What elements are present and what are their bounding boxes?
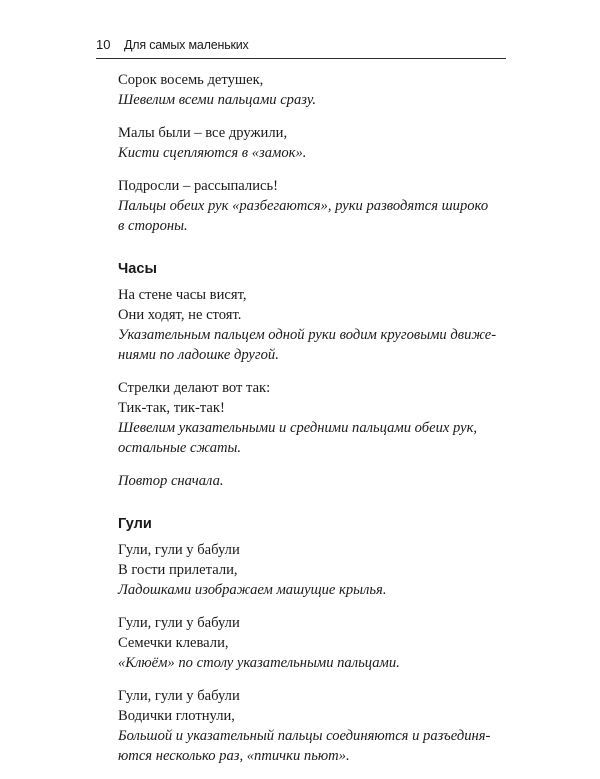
verse-line: На стене часы висят, xyxy=(118,287,247,303)
verse-line: Сорок восемь детушек, xyxy=(118,72,264,88)
verse-line: Тик-так, тик-так! xyxy=(118,400,225,416)
guli-stanza-3 xyxy=(118,686,508,766)
intro-stanza-2 xyxy=(118,123,508,163)
verse-line: Стрелки делают вот так: xyxy=(118,380,271,396)
page-body xyxy=(118,70,508,779)
instruction-line: остальные сжаты. xyxy=(118,440,242,456)
instruction-line: Повтор сначала. xyxy=(118,473,224,489)
chasy-stanza-2 xyxy=(118,378,508,458)
verse-line: Водички глотнули, xyxy=(118,708,235,724)
instruction-line: Шевелим всеми пальцами сразу. xyxy=(118,92,317,108)
verse-line: Гули, гули у бабули xyxy=(118,615,240,631)
running-title: Для самых маленьких xyxy=(124,38,249,52)
instruction-line: «Клюём» по столу указательными пальцами. xyxy=(118,655,400,671)
verse-line: Гули, гули у бабули xyxy=(118,688,240,704)
verse-line: Малы были – все дружили, xyxy=(118,125,288,141)
section-title-chasy: Часы xyxy=(118,261,157,277)
section-title-guli: Гули xyxy=(118,516,152,532)
instruction-line: Ладошками изображаем машущие крылья. xyxy=(118,582,387,598)
verse-line: Гули, гули у бабули xyxy=(118,542,240,558)
instruction-line: Шевелим указательными и средними пальцами обеих рук, xyxy=(118,420,478,436)
chasy-repeat xyxy=(118,471,508,491)
instruction-line: Указательным пальцем одной руки водим круговыми движе- xyxy=(118,327,497,343)
instruction-line: ются несколько раз, «птички пьют». xyxy=(118,748,350,764)
instruction-line: Пальцы обеих рук «разбегаются», руки разводятся широко xyxy=(118,198,489,214)
verse-line: Они ходят, не стоят. xyxy=(118,307,242,323)
intro-stanza-3 xyxy=(118,176,508,236)
intro-stanza-1 xyxy=(118,70,508,110)
chasy-stanza-1 xyxy=(118,285,508,365)
verse-line: Подросли – рассыпались! xyxy=(118,178,278,194)
instruction-line: Кисти сцепляются в «замок». xyxy=(118,145,307,161)
page-header xyxy=(96,36,506,59)
instruction-line: ниями по ладошке другой. xyxy=(118,347,279,363)
verse-line: В гости прилетали, xyxy=(118,562,238,578)
page-number: 10 xyxy=(96,37,111,52)
verse-line: Семечки клевали, xyxy=(118,635,229,651)
guli-stanza-1 xyxy=(118,540,508,600)
instruction-line: Большой и указательный пальцы соединяются и разъединя- xyxy=(118,728,491,744)
guli-stanza-2 xyxy=(118,613,508,673)
instruction-line: в стороны. xyxy=(118,218,188,234)
